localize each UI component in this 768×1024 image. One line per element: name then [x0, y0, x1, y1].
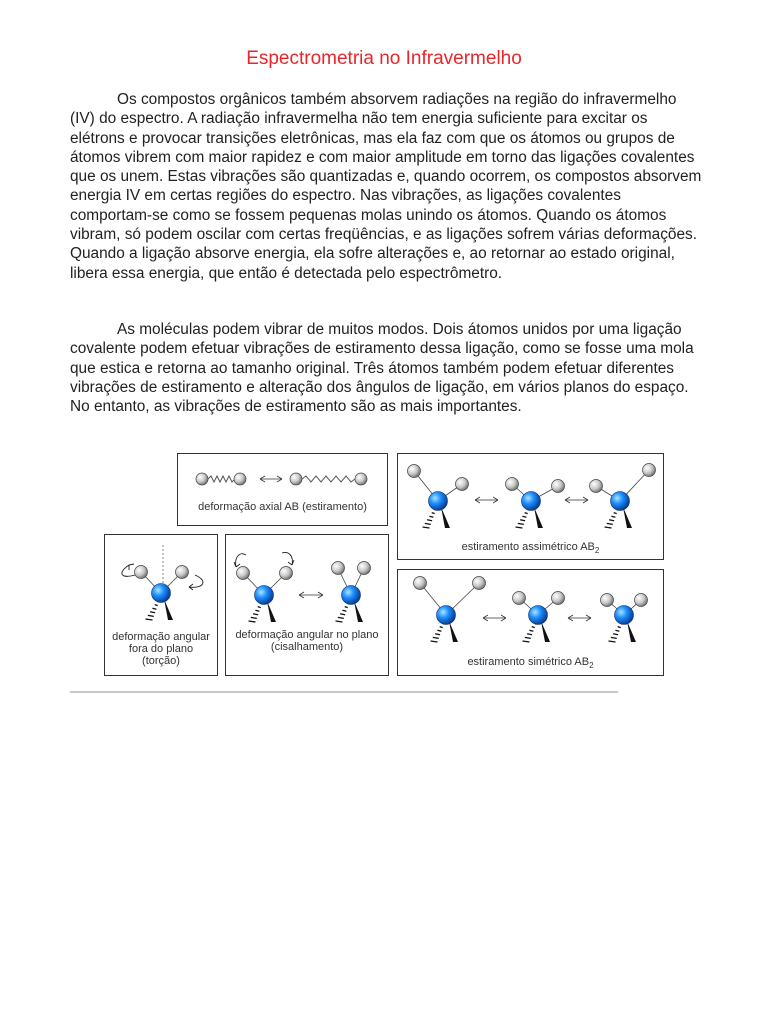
double-arrow-icon — [565, 497, 588, 503]
molecule-ab-stretched — [290, 473, 367, 485]
rotation-arrow-icon — [282, 553, 294, 566]
paragraph-vibration-modes: As moléculas podem vibrar de muitos modos. Dois átomos unidos por uma ligação covalente podem efetuar vibrações de estiramento dessa ligação, como se fosse uma mola que estica e retorna ao tamanho original. Três átomos também podem efetuar diferentes vibrações de estiramento e alteração dos ângulos de ligação, em vários planos do espaço. No entanto, as vibrações de estiramento são as mais importantes. — [70, 321, 694, 416]
rotation-arrow-icon — [189, 575, 203, 590]
page-title: Espectrometria no Infravermelho — [246, 48, 522, 69]
double-arrow-icon — [260, 476, 282, 482]
rotation-arrow-icon — [234, 554, 246, 567]
molecule-scissor-1 — [237, 567, 293, 623]
figure-scissoring — [225, 534, 389, 676]
horizontal-rule — [70, 691, 618, 693]
caption-torsion-line2: fora do plano — [128, 643, 194, 655]
double-arrow-icon — [475, 497, 498, 503]
caption-asymmetric-text: estiramento assimétrico AB — [461, 541, 595, 553]
molecule-asym-3 — [590, 464, 656, 529]
figure-torsion — [104, 534, 218, 676]
rotation-arrow-icon — [122, 564, 135, 576]
molecule-sym-2 — [513, 592, 565, 643]
double-arrow-icon — [483, 615, 506, 621]
caption-asymmetric-subscript: 2 — [594, 546, 600, 556]
double-arrow-icon — [299, 592, 323, 598]
caption-torsion — [105, 631, 217, 667]
double-arrow-icon — [568, 615, 591, 621]
molecule-sym-1 — [414, 577, 486, 643]
caption-symmetric — [398, 656, 663, 672]
molecule-scissor-2 — [332, 562, 371, 623]
figure-symmetric-stretching — [397, 569, 664, 676]
caption-torsion-line1: deformação angular — [112, 631, 210, 643]
molecule-asym-2 — [506, 478, 565, 529]
figure-axial-stretching — [177, 453, 388, 526]
molecule-sym-3 — [601, 594, 648, 643]
caption-axial: deformação axial AB (estiramento) — [198, 501, 367, 513]
molecule-torsion — [135, 566, 189, 621]
caption-asymmetric — [398, 541, 663, 557]
caption-symmetric-text: estiramento simétrico AB — [467, 656, 590, 668]
caption-scissoring-line1: deformação angular no plano — [235, 629, 379, 641]
paragraph-intro: Os compostos orgânicos também absorvem radiações na região do infravermelho (IV) do espectro. A radiação infravermelha não tem energia suficiente para excitar os elétrons e provocar transições eletrônicas, mas ela faz com que os átomos ou grupos de átomos vibrem com maior rapidez e com maior amplitude em torno das ligações covalentes que os unem. Estas vibrações são quantizadas e, quando ocorrem, os compostos absorvem energia IV em certas regiões do espectro. Nas vibrações, as ligações covalentes comportam-se como se fossem pequenas molas unindo os átomos. Quando os átomos vibram, só podem oscilar com certas freqüências, e as ligações sofrem várias deformações. Quando a ligação absorve energia, ela sofre alterações e, ao retornar ao estado original, libera essa energia, que então é detectada pelo espectrômetro. — [70, 91, 702, 282]
caption-symmetric-subscript: 2 — [589, 661, 594, 671]
caption-scissoring — [226, 629, 388, 653]
molecule-ab-compressed — [196, 473, 246, 485]
figure-asymmetric-stretching — [397, 453, 664, 560]
caption-torsion-line3: (torção) — [142, 655, 180, 667]
molecule-asym-1 — [408, 465, 469, 529]
caption-scissoring-line2: (cisalhamento) — [270, 641, 344, 653]
